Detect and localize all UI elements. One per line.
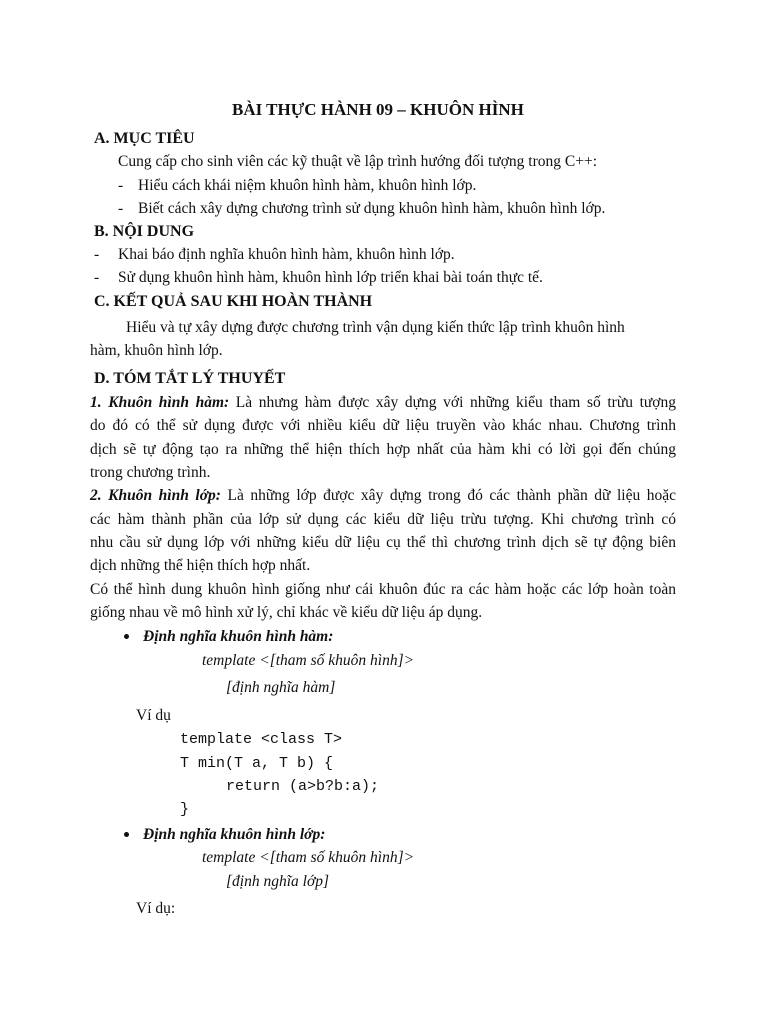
- paragraph-line: giống nhau về mô hình xử lý, chỉ khác về kiểu dữ liệu áp dụng.: [90, 604, 483, 621]
- template-definition: [định nghĩa lớp]: [226, 873, 330, 890]
- section-a-heading: A. MỤC TIÊU: [94, 130, 195, 147]
- bullet-icon: [124, 832, 129, 837]
- section-c-text: hàm, khuôn hình lớp.: [90, 342, 223, 359]
- bullet-heading: Định nghĩa khuôn hình lớp:: [143, 826, 326, 843]
- section-d-heading: D. TÓM TẮT LÝ THUYẾT: [94, 370, 286, 387]
- section-a-item: Hiểu cách khái niệm khuôn hình hàm, khuôn hình lớp.: [138, 177, 477, 194]
- paragraph-line: các hàm thành phần của lớp sử dụng các kiểu dữ liệu trừu tượng. Khi chương trình có: [90, 511, 676, 528]
- paragraph-line: 2. Khuôn hình lớp: Là những lớp được xây dựng trong đó các thành phần dữ liệu hoặc: [90, 487, 677, 504]
- bullet-heading: Định nghĩa khuôn hình hàm:: [143, 628, 334, 645]
- paragraph-label: 1. Khuôn hình hàm:: [90, 394, 230, 411]
- section-b-item: Sử dụng khuôn hình hàm, khuôn hình lớp triển khai bài toán thực tế.: [118, 269, 543, 286]
- paragraph-line: trong chương trình.: [90, 464, 211, 481]
- code-line: return (a>b?b:a);: [226, 778, 380, 795]
- template-syntax: template <[tham số khuôn hình]>: [202, 652, 415, 669]
- dash-marker: -: [94, 246, 100, 263]
- template-syntax: template <[tham số khuôn hình]>: [202, 849, 415, 866]
- section-a-item: Biết cách xây dựng chương trình sử dụng khuôn hình hàm, khuôn hình lớp.: [138, 200, 606, 217]
- example-label: Ví dụ:: [136, 900, 176, 917]
- section-a-intro: Cung cấp cho sinh viên các kỹ thuật về lập trình hướng đối tượng trong C++:: [118, 153, 598, 170]
- page-title: BÀI THỰC HÀNH 09 – KHUÔN HÌNH: [232, 100, 524, 119]
- bullet-icon: [124, 634, 129, 639]
- example-label: Ví dụ: [136, 707, 171, 724]
- section-b-item: Khai báo định nghĩa khuôn hình hàm, khuôn hình lớp.: [118, 246, 455, 263]
- section-c-heading: C. KẾT QUẢ SAU KHI HOÀN THÀNH: [94, 293, 373, 310]
- paragraph-line: Có thể hình dung khuôn hình giống như cái khuôn đúc ra các hàm hoặc các lớp hoàn toàn: [90, 581, 676, 598]
- paragraph-label: 2. Khuôn hình lớp:: [90, 487, 221, 504]
- paragraph-line: dịch những thể hiện thích hợp nhất.: [90, 557, 311, 574]
- code-line: template <class T>: [180, 731, 343, 748]
- paragraph-line: do đó có thể sử dụng được với nhiều kiểu dữ liệu truyền vào khác nhau. Chương trình: [90, 417, 676, 434]
- code-line: T min(T a, T b) {: [180, 755, 334, 772]
- dash-marker: -: [94, 269, 100, 286]
- dash-marker: -: [118, 200, 124, 217]
- section-b-heading: B. NỘI DUNG: [94, 223, 195, 240]
- paragraph-line: dịch sẽ tự động tạo ra những thể hiện thích hợp nhất của hàm khi có lời gọi đến chúng: [90, 441, 676, 458]
- paragraph-line: 1. Khuôn hình hàm: Là nhưng hàm được xây dựng với những kiểu tham số trừu tượng: [90, 394, 676, 411]
- section-c-text: Hiểu và tự xây dựng được chương trình vận dụng kiến thức lập trình khuôn hình: [126, 319, 625, 336]
- dash-marker: -: [118, 177, 124, 194]
- paragraph-line: nhu cầu sử dụng lớp với những kiểu dữ liệu cụ thể thì chương trình dịch sẽ tự động biên: [90, 534, 676, 551]
- template-definition: [định nghĩa hàm]: [226, 679, 336, 696]
- code-line: }: [180, 801, 190, 818]
